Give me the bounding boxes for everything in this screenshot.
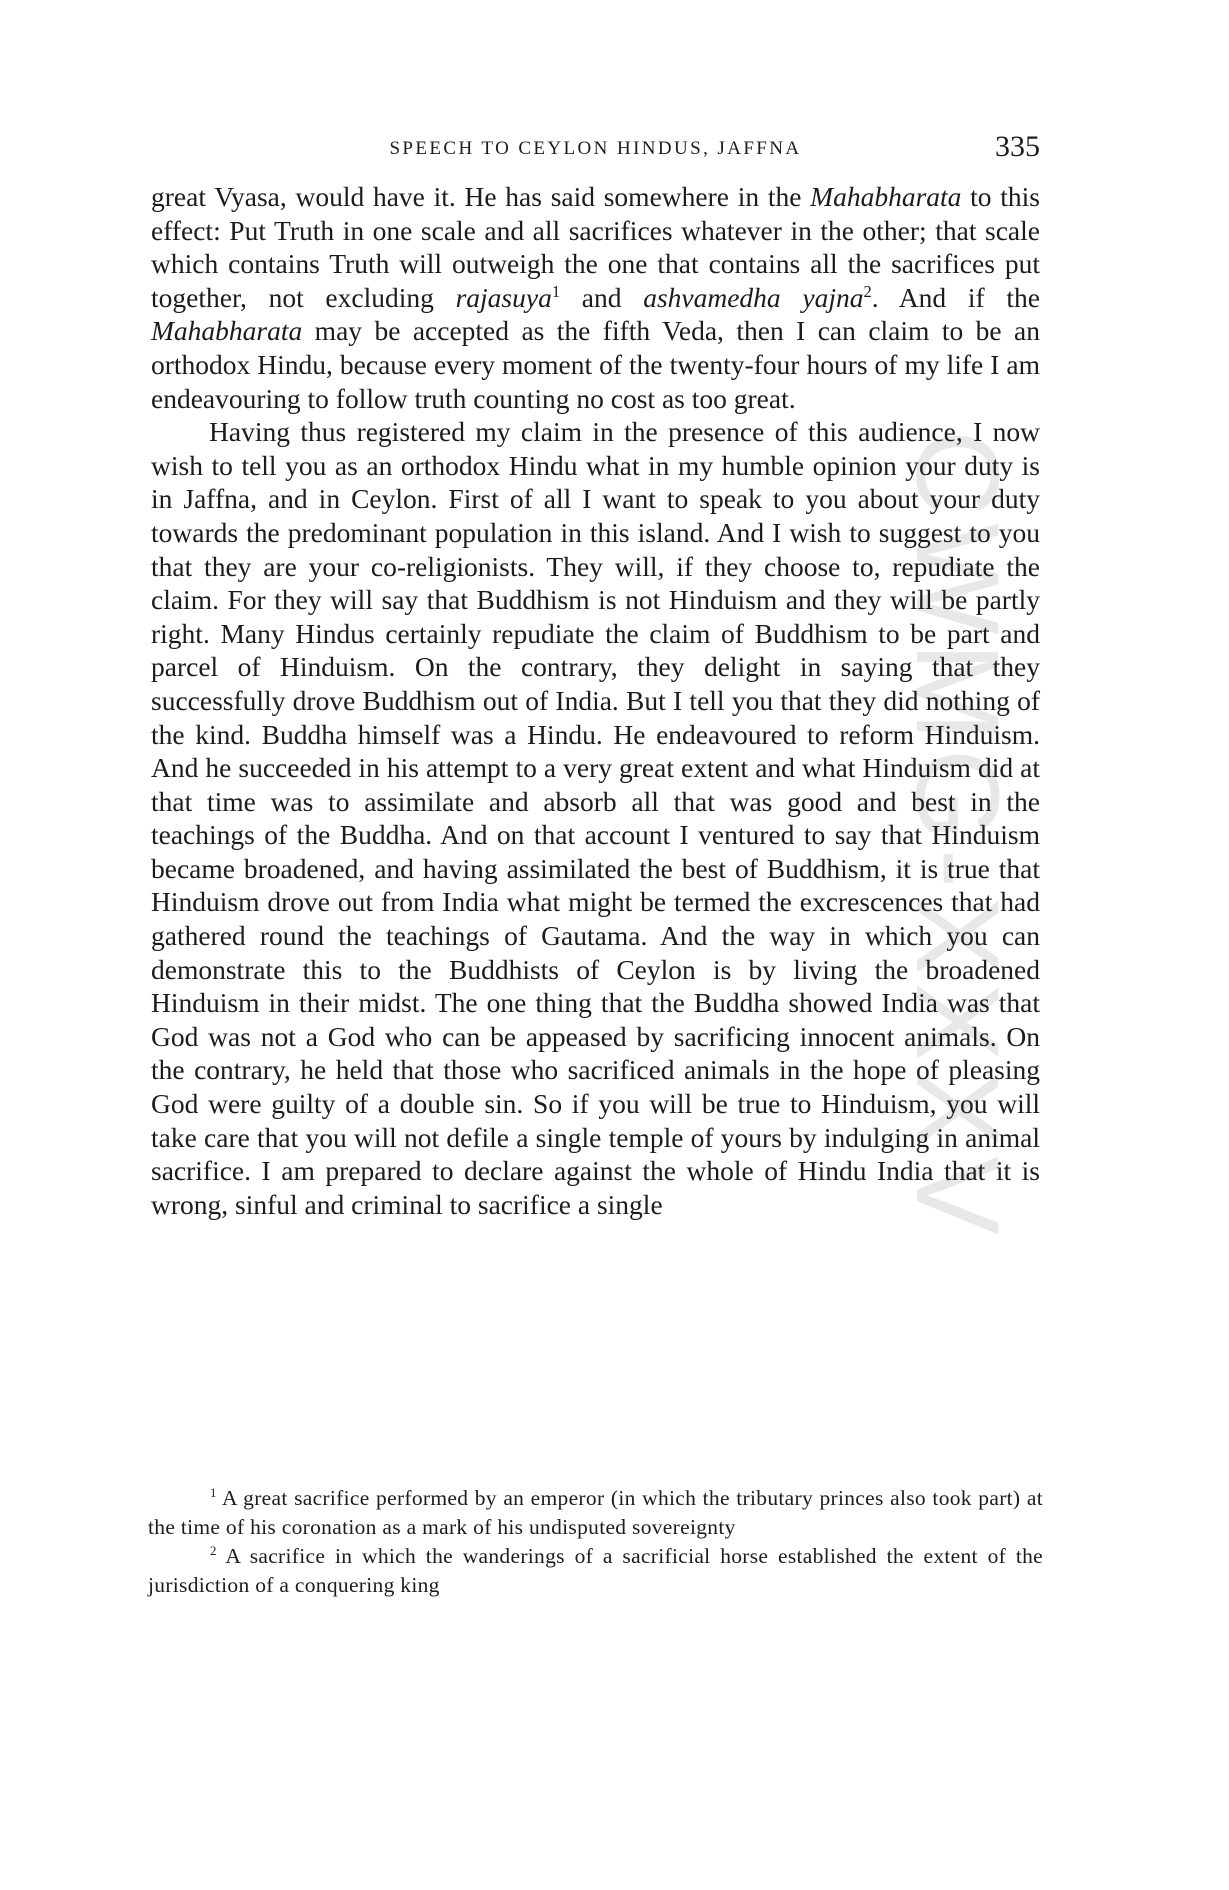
italic-term: Mahabharata <box>151 315 303 347</box>
italic-term: rajasuya <box>455 281 552 313</box>
text-run: to this effect: Put Truth in one scale and all sacrifices whatever in the other; that scale which contains Truth will outweigh the one that contains all the sacrifices put together, not excluding <box>151 181 1040 313</box>
footnote-1 <box>148 1484 1043 1542</box>
watermark: CWMG-XXXV <box>891 430 1023 1243</box>
footnotes <box>148 1484 1043 1600</box>
text-run: . And if the <box>871 281 1040 313</box>
text-run: and <box>560 281 644 313</box>
footnote-ref-2: 2 <box>863 281 872 301</box>
italic-term: Mahabharata <box>810 181 962 212</box>
page-number: 335 <box>995 130 1040 163</box>
footnote-ref-1: 1 <box>551 281 561 301</box>
paragraph-1 <box>151 180 1040 415</box>
footnote-text: A great sacrifice performed by an emperor (in which the tributary princes also took part) at the time of his coronation as a mark of his undisputed sovereignty <box>148 1486 1043 1539</box>
footnote-2 <box>148 1542 1043 1600</box>
footnote-marker: 2 <box>210 1543 217 1558</box>
footnote-text: A sacrifice in which the wanderings of a sacrificial horse established the extent of the jurisdiction of a conquering king <box>148 1544 1043 1597</box>
running-head: SPEECH TO CEYLON HINDUS, JAFFNA <box>389 138 802 159</box>
body-text <box>151 180 1040 1221</box>
paragraph-2: Having thus registered my claim in the presence of this audience, I now wish to tell you as an orthodox Hindu what in my humble opinion your duty is in Jaffna, and in Ceylon. First of all I want to speak to you about your duty towards the predominant population in this island. And I wish to suggest to you that they are your co-religionists. They will, if they choose to, repudiate the claim. For they will say that Buddhism is not Hinduism and they will be partly right. Many Hindus certainly repudiate the claim of Buddhism to be part and parcel of Hinduism. On the contrary, they delight in saying that they successfully drove Buddhism out of India. But I tell you that they did nothing of the kind. Buddha himself was a Hindu. He endeavoured to reform Hinduism. And he succeeded in his attempt to a very great extent and what Hinduism did at that time was to assimilate and absorb all that was good and best in the teachings of the Buddha. And on that account I ventured to say that Hinduism became broadened, and having assimilated the best of Buddhism, it is true that Hinduism drove out from India what might be termed the excrescences that had gathered round the teachings of Gautama. And the way in which you can demonstrate this to the Buddhists of Ceylon is by living the broadened Hinduism in their midst. The one thing that the Buddha showed India was that God was not a God who can be appeased by sacrificing innocent animals. On the contrary, he held that those who sacrificed animals in the hope of pleasing God were guilty of a double sin. So if you will be true to Hinduism, you will take care that you will not defile a single temple of yours by indulging in animal sacrifice. I am prepared to declare against the whole of Hindu India that it is wrong, sinful and criminal to sacrifice a single <box>151 416 1040 1220</box>
footnote-marker: 1 <box>210 1485 217 1500</box>
text-run: may be accepted as the fifth Veda, then I can claim to be an orthodox Hindu, because every moment of the twenty-four hours of my life I am endeavouring to follow truth counting no cost as too great. <box>151 315 1040 414</box>
page-header <box>151 130 1040 170</box>
text-run: great Vyasa, would have it. He has said somewhere in the <box>151 181 811 212</box>
italic-term: ashvamedha yajna <box>643 281 864 313</box>
